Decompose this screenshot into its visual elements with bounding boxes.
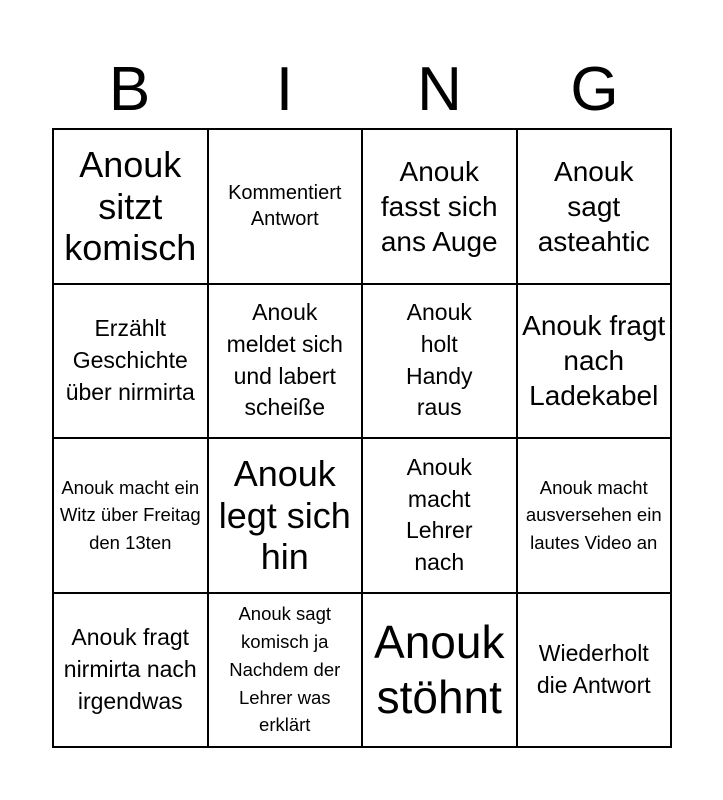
bingo-cell[interactable]	[362, 593, 517, 748]
bingo-cell[interactable]	[53, 593, 208, 748]
bingo-cell[interactable]	[208, 129, 363, 284]
bingo-cell-text: Anouk fragt nach Ladekabel	[522, 310, 666, 412]
bingo-cell-text: Anouk sagt asteahtic	[537, 155, 650, 257]
bingo-cell-text: Kommentiert Antwort	[228, 182, 342, 231]
bingo-cell-text: Anouk holt Handy raus	[406, 299, 473, 421]
bingo-cell-text: Anouk sitzt komisch	[64, 144, 197, 268]
header-letter-b: B	[108, 55, 151, 124]
bingo-cell[interactable]	[53, 284, 208, 439]
bingo-cell[interactable]	[517, 438, 672, 593]
bingo-cell-text: Anouk fasst sich ans Auge	[380, 155, 498, 257]
bingo-cell[interactable]	[208, 284, 363, 439]
bingo-cell[interactable]	[362, 129, 517, 284]
bingo-header	[52, 52, 672, 128]
bingo-cell[interactable]	[362, 284, 517, 439]
bingo-card-grid	[52, 128, 672, 748]
bingo-cell-text: Anouk macht Lehrer nach	[406, 453, 473, 575]
bingo-cell-text: Anouk sagt komisch ja Nachdem der Lehrer was erklärt	[229, 603, 341, 736]
header-letter-g: G	[570, 55, 619, 124]
bingo-cell-text: Anouk macht ein Witz über Freitag den 13ten	[59, 476, 201, 554]
bingo-cell-text: Anouk stöhnt	[374, 616, 505, 723]
bingo-cell[interactable]	[208, 593, 363, 748]
bingo-cell-text: Anouk meldet sich und labert scheiße	[226, 299, 343, 421]
bingo-cell[interactable]	[53, 438, 208, 593]
bingo-cell-text: Erzählt Geschichte über nirmirta	[65, 315, 195, 405]
bingo-cell-text: Anouk fragt nirmirta nach irgendwas	[63, 624, 197, 714]
bingo-cell[interactable]	[208, 438, 363, 593]
bingo-cell-text: Wiederholt die Antwort	[536, 640, 651, 698]
bingo-cell[interactable]	[53, 129, 208, 284]
bingo-cell[interactable]	[517, 284, 672, 439]
bingo-cell[interactable]	[517, 593, 672, 748]
bingo-cell[interactable]	[517, 129, 672, 284]
header-letter-i: I	[275, 55, 294, 124]
bingo-cell-text: Anouk legt sich hin	[218, 453, 351, 577]
bingo-cell-text: Anouk macht ausversehen ein lautes Video an	[525, 476, 662, 554]
bingo-cell[interactable]	[362, 438, 517, 593]
header-letter-n: N	[417, 55, 462, 124]
